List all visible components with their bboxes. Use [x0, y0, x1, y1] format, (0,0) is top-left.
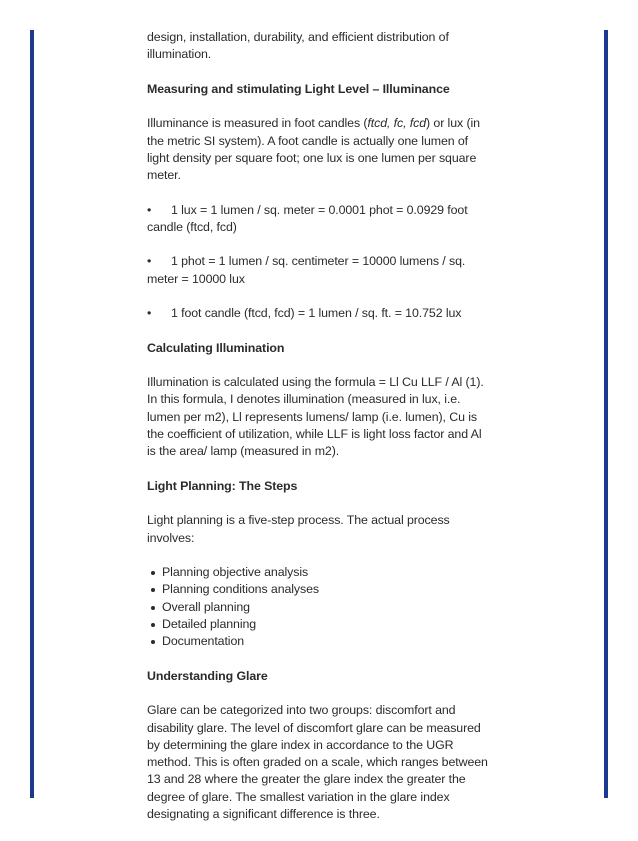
heading-calculating: Calculating Illumination: [147, 340, 285, 355]
calculating-paragraph: Illumination is calculated using the formula = Ll Cu LLF / Al (1). In this formula, I denotes illumination (measured in lux, i.e. lumen per m2), Ll represents lumens/ lamp (i.e. lumen), Cu is the coefficient of utilization, while LLF is light loss factor and Al is the area/ lamp (measured in m2).: [147, 375, 484, 459]
heading-light-planning: Light Planning: The Steps: [147, 478, 298, 493]
glare-paragraph: Glare can be categorized into two groups: discomfort and disability glare. The level of discomfort glare can be measured by determining the glare index in accordance to the UGR method. This is often graded on a scale, which ranges between 13 and 28 where the greater the glare index the greater the degree of glare. The smallest variation in the glare index designating a significant difference is three.: [147, 703, 488, 822]
conversion-text: 1 lux = 1 lumen / sq. meter = 0.0001 phot = 0.0929 foot candle (ftcd, fcd): [147, 202, 468, 234]
heading-glare: Understanding Glare: [147, 668, 268, 683]
illuminance-units-italic: ftcd, fc, fcd: [367, 116, 427, 131]
bullet-glyph: •: [147, 306, 152, 321]
article-body: [147, 29, 492, 841]
list-item: Planning conditions analyses: [162, 581, 492, 598]
left-accent-bar: [30, 30, 34, 798]
bullet-glyph: •: [147, 202, 152, 217]
planning-steps-list: [147, 564, 492, 650]
conversion-item: [147, 253, 492, 288]
list-item: Detailed planning: [162, 616, 492, 633]
illuminance-paragraph: [147, 115, 492, 184]
conversion-item: [147, 202, 492, 237]
list-item: Overall planning: [162, 599, 492, 616]
illuminance-text-prefix: Illuminance is measured in foot candles (: [147, 116, 368, 131]
right-accent-bar: [604, 30, 608, 798]
light-planning-paragraph: Light planning is a five-step process. The actual process involves:: [147, 513, 450, 545]
conversion-text: 1 phot = 1 lumen / sq. centimeter = 10000 lumens / sq. meter = 10000 lux: [147, 254, 466, 286]
intro-tail-paragraph: design, installation, durability, and efficient distribution of illumination.: [147, 30, 449, 62]
heading-measuring: Measuring and stimulating Light Level – Illuminance: [147, 81, 450, 96]
bullet-glyph: •: [147, 254, 152, 269]
list-item: Documentation: [162, 633, 492, 650]
conversion-item: [147, 305, 492, 322]
illuminance-text-suffix: ) or lux (in the metric SI system). A foot candle is actually one lumen of light density per square foot; one lux is one lumen per square meter.: [147, 116, 480, 183]
list-item: Planning objective analysis: [162, 564, 492, 581]
conversion-text: 1 foot candle (ftcd, fcd) = 1 lumen / sq. ft. = 10.752 lux: [171, 306, 462, 321]
